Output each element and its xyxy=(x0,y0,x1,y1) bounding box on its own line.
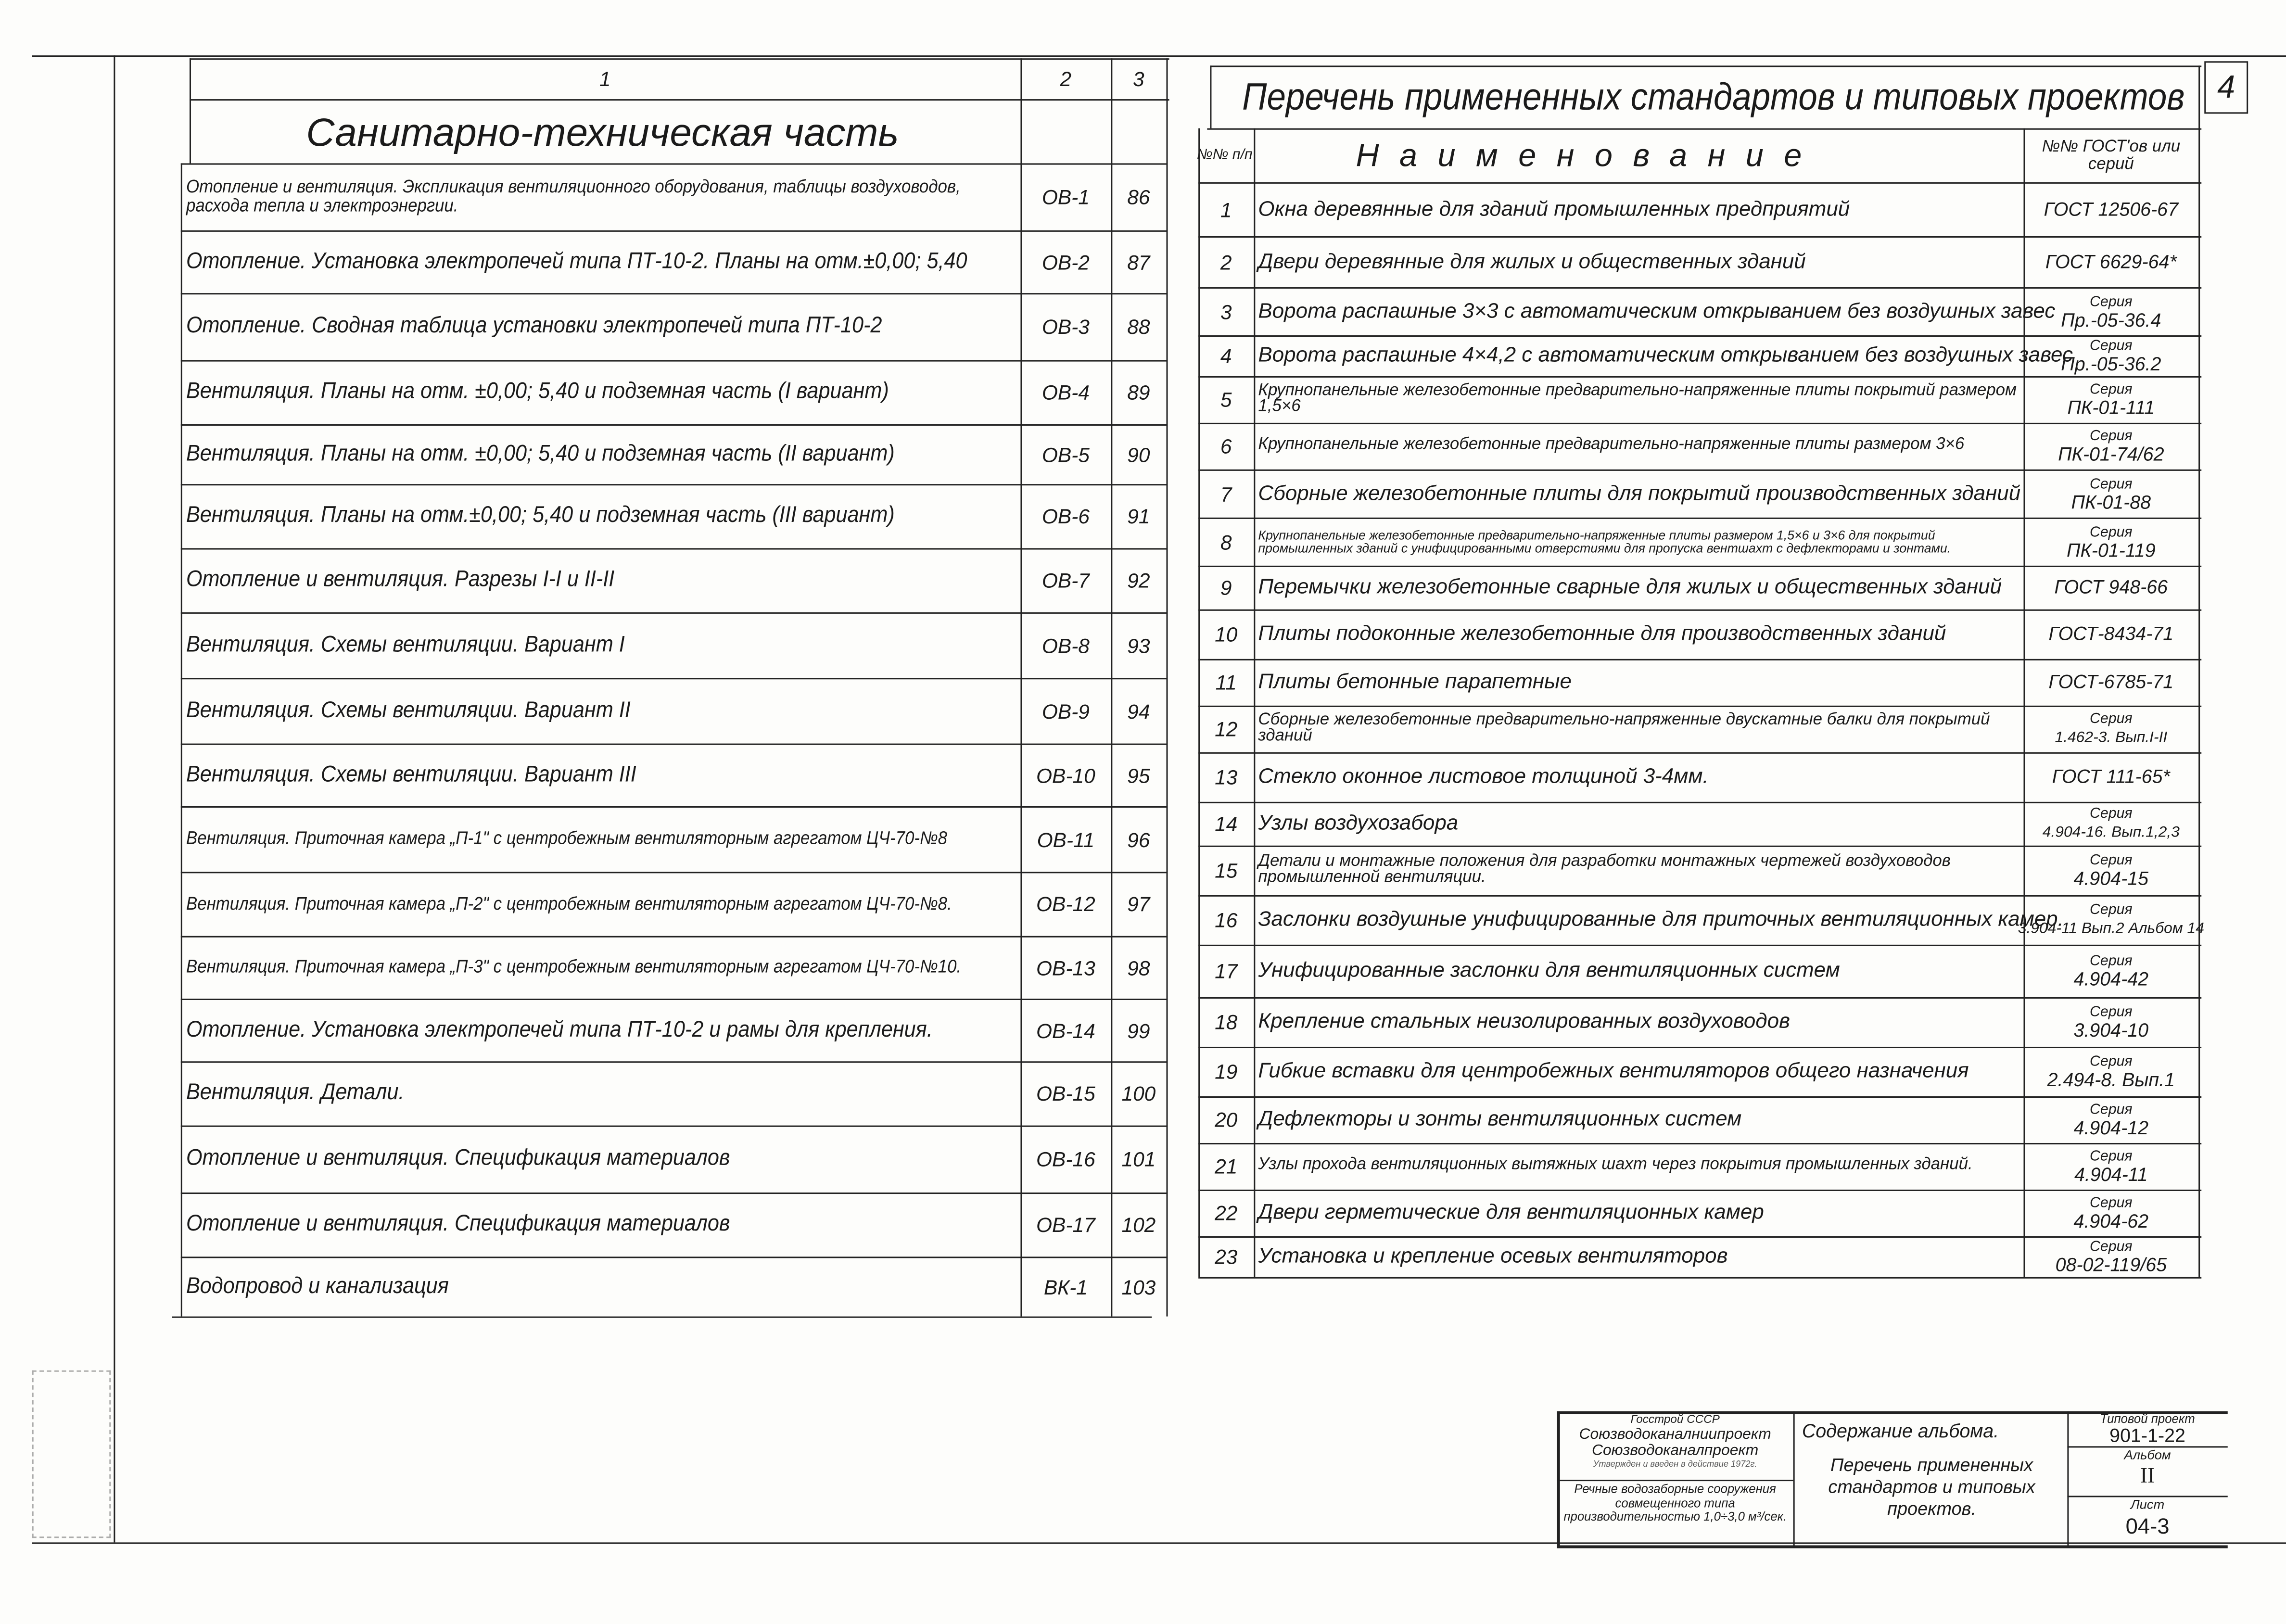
col-header-3: 3 xyxy=(1133,67,1144,90)
series-label: Серия xyxy=(2089,293,2133,310)
row-page: 96 xyxy=(1127,827,1150,851)
row-code-cell xyxy=(2023,182,2198,236)
row-code: 4.904-11 xyxy=(2074,1163,2148,1185)
row-page: 99 xyxy=(1127,1018,1150,1042)
row-number: 3 xyxy=(1220,299,1232,323)
org-project: Союзводоканалпроект xyxy=(1591,1441,1759,1459)
row-mark: ОВ-1 xyxy=(1041,185,1090,209)
series-label: Серия xyxy=(2089,953,2133,970)
series-label: Серия xyxy=(2089,1004,2133,1021)
row-number: 16 xyxy=(1215,908,1238,932)
row-code-cell xyxy=(2023,287,2198,335)
series-label: Серия xyxy=(2089,1149,2133,1165)
row-name: Отопление и вентиляция. Спецификация материалов xyxy=(186,1211,730,1236)
row-name: Стекло оконное листовое толщиной 3-4мм. xyxy=(1258,765,1709,789)
row-name: Двери деревянные для жилых и общественных зданий xyxy=(1258,250,1806,274)
grid-line xyxy=(1210,65,1211,128)
row-code: ГОСТ-8434-71 xyxy=(2048,622,2174,645)
row-number: 8 xyxy=(1220,530,1232,554)
row-code: 3.904-11 Вып.2 Альбом 14 xyxy=(2018,920,2204,938)
series-label: Серия xyxy=(2089,852,2133,869)
album-label: Альбом xyxy=(2124,1447,2171,1462)
row-name: Отопление. Сводная таблица установки электропечей типа ПТ-10-2 xyxy=(186,313,882,339)
grid-line xyxy=(190,58,1169,60)
row-mark: ОВ-17 xyxy=(1036,1213,1095,1236)
org-gosstroy: Госстрой СССР xyxy=(1630,1412,1720,1426)
sheet-corner-number: 4 xyxy=(2204,61,2248,114)
org-approval: Утвержден и введен в действие 1972г. xyxy=(1593,1460,1757,1469)
row-code-cell xyxy=(2023,566,2198,609)
row-name: Заслонки воздушные унифицированные для приточных вентиляционных камер. xyxy=(1258,908,2064,932)
row-name: Гибкие вставки для центробежных вентиляторов общего назначения xyxy=(1258,1060,1969,1083)
grid-line xyxy=(1166,58,1168,1316)
grid-line xyxy=(172,1317,1152,1318)
row-name: Плиты бетонные парапетные xyxy=(1258,671,1572,694)
row-code: 1.462-3. Вып.I-II xyxy=(2055,729,2168,747)
header-num: №№ п/п xyxy=(1196,147,1253,164)
project-number: 901-1-22 xyxy=(2109,1424,2185,1446)
row-code: 4.904-15 xyxy=(2073,867,2149,889)
stamp-margin-approvals xyxy=(32,1370,111,1538)
row-number: 5 xyxy=(1220,388,1232,411)
row-code-cell xyxy=(2023,752,2198,802)
row-code-cell xyxy=(2023,659,2198,706)
row-code: 3.904-10 xyxy=(2073,1019,2149,1041)
row-name: Вентиляция. Планы на отм.±0,00; 5,40 и подземная часть (III вариант) xyxy=(186,503,895,528)
row-code: ПК-01-88 xyxy=(2071,490,2151,513)
series-label: Серия xyxy=(2089,1054,2133,1070)
row-code: ГОСТ 12506-67 xyxy=(2044,197,2179,220)
row-page: 100 xyxy=(1121,1081,1156,1105)
row-number: 10 xyxy=(1215,622,1238,646)
row-name: Установка и крепление осевых вентиляторов xyxy=(1258,1245,1728,1269)
row-number: 22 xyxy=(1215,1201,1238,1225)
row-code-cell xyxy=(2023,1236,2198,1277)
header-name: Наименование xyxy=(1356,136,1822,173)
row-code: 4.904-12 xyxy=(2073,1116,2149,1139)
grid-line xyxy=(1210,65,2201,67)
row-name: Отопление. Установка электропечей типа ПТ-10-2 и рамы для крепления. xyxy=(186,1016,933,1042)
row-number: 14 xyxy=(1215,812,1238,836)
row-page: 102 xyxy=(1121,1213,1156,1236)
row-page: 91 xyxy=(1127,504,1150,528)
row-number: 6 xyxy=(1220,434,1232,458)
row-mark: ОВ-16 xyxy=(1036,1147,1095,1171)
row-name: Вентиляция. Схемы вентиляции. Вариант I xyxy=(186,632,625,657)
row-name: Отопление. Установка электропечей типа ПТ-10-2. Планы на отм.±0,00; 5,40 xyxy=(186,248,967,274)
row-page: 101 xyxy=(1121,1147,1156,1171)
series-label: Серия xyxy=(2089,1102,2133,1118)
row-name: Вентиляция. Приточная камера „П-3" с центробежным вентиляторным агрегатом ЦЧ-70-№10. xyxy=(186,956,962,977)
grid-line xyxy=(1198,1277,2201,1279)
section-title: Санитарно-техническая часть xyxy=(306,110,899,154)
row-name: Вентиляция. Детали. xyxy=(186,1080,405,1105)
row-number: 20 xyxy=(1215,1108,1238,1131)
row-number: 17 xyxy=(1215,959,1238,983)
series-label: Серия xyxy=(2089,524,2133,540)
org-institute: Союзводоканалниипроект xyxy=(1579,1425,1771,1443)
row-name: Перемычки железобетонные сварные для жилых и общественных зданий xyxy=(1258,576,2002,599)
row-name: Крупнопанельные железобетонные предварительно-напряженные плиты размером 3×6 xyxy=(1258,436,1965,454)
row-page: 103 xyxy=(1121,1275,1156,1298)
row-page: 89 xyxy=(1127,380,1150,404)
row-mark: ОВ-8 xyxy=(1041,633,1090,657)
row-code-cell xyxy=(2023,706,2198,752)
series-label: Серия xyxy=(2089,711,2133,728)
row-mark: ОВ-13 xyxy=(1036,955,1095,979)
grid-line xyxy=(190,99,1169,101)
row-name: Ворота распашные 4×4,2 с автоматическим открыванием без воздушных завес xyxy=(1258,344,2073,368)
row-code: ГОСТ 948-66 xyxy=(2054,576,2168,598)
row-code: ПК-01-74/62 xyxy=(2058,443,2164,465)
sheet-title-standards: Перечень примененных стандартов и типовых проектов. xyxy=(1828,1455,2035,1519)
col-header-1: 1 xyxy=(599,67,611,90)
grid-line xyxy=(2198,65,2200,1277)
frame-left-line xyxy=(114,55,115,1542)
row-name: Унифицированные заслонки для вентиляционных систем xyxy=(1258,959,1840,983)
project-description: Речные водозаборные сооружения совмещенного типа производительностью 1,0÷3,0 м³/сек. xyxy=(1563,1481,1787,1523)
row-mark: ОВ-5 xyxy=(1041,442,1090,466)
row-name: Водопровод и канализация xyxy=(186,1273,449,1298)
row-number: 18 xyxy=(1215,1010,1238,1034)
row-code: ПК-01-111 xyxy=(2067,396,2155,419)
row-mark: ОВ-15 xyxy=(1036,1081,1095,1105)
row-number: 12 xyxy=(1215,717,1238,741)
row-name: Сборные железобетонные предварительно-напряженные двускатные балки для покрытий зданий xyxy=(1258,710,1990,745)
row-mark: ОВ-12 xyxy=(1036,892,1095,916)
row-name: Узлы воздухозабора xyxy=(1258,812,1459,836)
row-page: 86 xyxy=(1127,185,1150,209)
row-code-cell xyxy=(2023,423,2198,469)
row-mark: ОВ-11 xyxy=(1037,827,1095,851)
standards-title: Перечень примененных стандартов и типовых проектов xyxy=(1242,74,2185,117)
row-number: 19 xyxy=(1215,1060,1238,1083)
row-page: 88 xyxy=(1127,315,1150,339)
row-code-cell xyxy=(2023,1047,2198,1096)
project-label: Типовой проект xyxy=(2100,1411,2195,1426)
sheet-label: Лист xyxy=(2130,1497,2165,1512)
row-page: 95 xyxy=(1127,763,1150,787)
row-code: 08-02-119/65 xyxy=(2055,1254,2167,1276)
row-name: Крупнопанельные железобетонные предварительно-напряженные плиты размером 1,5×6 и 3×6 для покрытий промышленных зданий с унифицированными отверстиями для пропуска вентшахт с дефлекторами и зонтами. xyxy=(1258,527,1951,555)
row-number: 13 xyxy=(1215,765,1238,789)
series-label: Серия xyxy=(2089,338,2133,355)
row-number: 1 xyxy=(1220,197,1232,221)
row-mark: ОВ-9 xyxy=(1041,699,1090,723)
row-name: Узлы прохода вентиляционных вытяжных шахт через покрытия промышленных зданий. xyxy=(1258,1156,1973,1174)
row-name: Отопление и вентиляция. Спецификация материалов xyxy=(186,1146,730,1171)
row-code: ГОСТ-6785-71 xyxy=(2048,671,2174,693)
row-mark: ОВ-7 xyxy=(1041,568,1090,592)
row-page: 92 xyxy=(1127,568,1150,592)
album-number: II xyxy=(2140,1465,2155,1489)
header-code: №№ ГОСТ'ов или серий xyxy=(2042,138,2181,173)
row-code-cell xyxy=(2023,335,2198,376)
row-code-cell xyxy=(2023,1143,2198,1190)
frame-top-line xyxy=(32,55,2286,57)
organization-block xyxy=(1560,1413,1791,1472)
row-page: 98 xyxy=(1127,955,1150,979)
row-code: ПК-01-119 xyxy=(2066,538,2156,561)
row-number: 11 xyxy=(1215,671,1237,694)
grid-line xyxy=(1207,128,2201,130)
row-code: ГОСТ 6629-64* xyxy=(2045,250,2177,272)
row-page: 90 xyxy=(1127,442,1150,466)
grid-line xyxy=(190,58,191,163)
row-number: 15 xyxy=(1215,859,1238,882)
row-code-cell xyxy=(2023,945,2198,997)
row-code-cell xyxy=(2018,895,2204,945)
row-name: Отопление и вентиляция. Экспликация вентиляционного оборудования, таблицы воздуховодов, расхода тепла и электроэнергии. xyxy=(186,176,961,216)
row-name: Плиты подоконные железобетонные для производственных зданий xyxy=(1258,622,1946,646)
row-code-cell xyxy=(2023,1096,2198,1143)
row-code-cell xyxy=(2023,236,2198,287)
col-header-2: 2 xyxy=(1060,67,1072,90)
series-label: Серия xyxy=(2089,1195,2133,1212)
row-code-cell xyxy=(2023,376,2198,423)
row-name: Отопление и вентиляция. Разрезы I-I и II-II xyxy=(186,567,615,592)
row-page: 97 xyxy=(1127,892,1150,916)
sheet-number: 04-3 xyxy=(2125,1514,2170,1540)
row-mark: ОВ-4 xyxy=(1041,380,1090,404)
row-number: 21 xyxy=(1215,1155,1238,1178)
row-number: 4 xyxy=(1220,344,1232,368)
row-name: Вентиляция. Схемы вентиляции. Вариант III xyxy=(186,761,636,787)
row-code: 2.494-8. Вып.1 xyxy=(2047,1068,2175,1091)
row-page: 93 xyxy=(1127,633,1150,657)
row-mark: ОВ-14 xyxy=(1036,1018,1095,1042)
row-number: 2 xyxy=(1220,250,1232,274)
row-name: Вентиляция. Схемы вентиляции. Вариант II xyxy=(186,698,631,723)
row-number: 9 xyxy=(1220,576,1232,599)
row-page: 94 xyxy=(1127,699,1150,723)
row-name: Крепление стальных неизолированных воздуховодов xyxy=(1258,1010,1790,1034)
row-code: ГОСТ 111-65* xyxy=(2052,765,2170,787)
row-code: Пр.-05-36.4 xyxy=(2061,308,2161,330)
row-page: 87 xyxy=(1127,250,1150,274)
row-name: Дефлекторы и зонты вентиляционных систем xyxy=(1258,1108,1742,1131)
row-code: 4.904-42 xyxy=(2073,968,2149,990)
row-code-cell xyxy=(2023,846,2198,895)
row-mark: ВК-1 xyxy=(1043,1275,1088,1298)
row-code: 4.904-62 xyxy=(2073,1210,2149,1232)
series-label: Серия xyxy=(2089,1239,2133,1256)
row-name: Сборные железобетонные плиты для покрытий производственных зданий xyxy=(1258,482,2021,506)
series-label: Серия xyxy=(2089,902,2133,919)
series-label: Серия xyxy=(2089,382,2133,398)
series-label: Серия xyxy=(2089,428,2133,445)
row-code-cell xyxy=(2023,518,2198,566)
row-code-cell xyxy=(2023,609,2198,659)
row-number: 23 xyxy=(1215,1245,1238,1269)
row-name: Вентиляция. Приточная камера „П-2" с центробежным вентиляторным агрегатом ЦЧ-70-№8. xyxy=(186,893,952,914)
row-code-cell xyxy=(2023,469,2198,518)
row-name: Вентиляция. Приточная камера „П-1" с центробежным вентиляторным агрегатом ЦЧ-70-№8 xyxy=(186,828,948,849)
row-mark: ОВ-2 xyxy=(1041,250,1090,274)
row-mark: ОВ-6 xyxy=(1041,504,1090,528)
row-code: 4.904-16. Вып.1,2,3 xyxy=(2042,824,2180,841)
row-code-cell xyxy=(2023,802,2198,846)
row-code-cell xyxy=(2023,1190,2198,1236)
row-code: Пр.-05-36.2 xyxy=(2061,353,2161,375)
row-mark: ОВ-3 xyxy=(1041,315,1090,339)
series-label: Серия xyxy=(2089,476,2133,492)
row-name: Крупнопанельные железобетонные предварительно-напряженные плиты покрытий размером 1,5×6 xyxy=(1258,381,2017,416)
row-name: Двери герметические для вентиляционных камер xyxy=(1258,1201,1764,1225)
row-name: Ворота распашные 3×3 с автоматическим открыванием без воздушных завес xyxy=(1258,299,2056,323)
series-label: Серия xyxy=(2089,806,2133,823)
row-name: Окна деревянные для зданий промышленных предприятий xyxy=(1258,197,1850,221)
row-name: Детали и монтажные положения для разработки монтажных чертежей воздуховодов промышленной вентиляции. xyxy=(1258,852,1951,887)
row-mark: ОВ-10 xyxy=(1036,763,1095,787)
row-name: Вентиляция. Планы на отм. ±0,00; 5,40 и подземная часть (I вариант) xyxy=(186,379,889,404)
sheet-title-contents: Содержание альбома. xyxy=(1802,1420,1999,1442)
row-name: Вентиляция. Планы на отм. ±0,00; 5,40 и подземная часть (II вариант) xyxy=(186,441,895,466)
row-code-cell xyxy=(2023,997,2198,1047)
row-number: 7 xyxy=(1220,482,1232,506)
